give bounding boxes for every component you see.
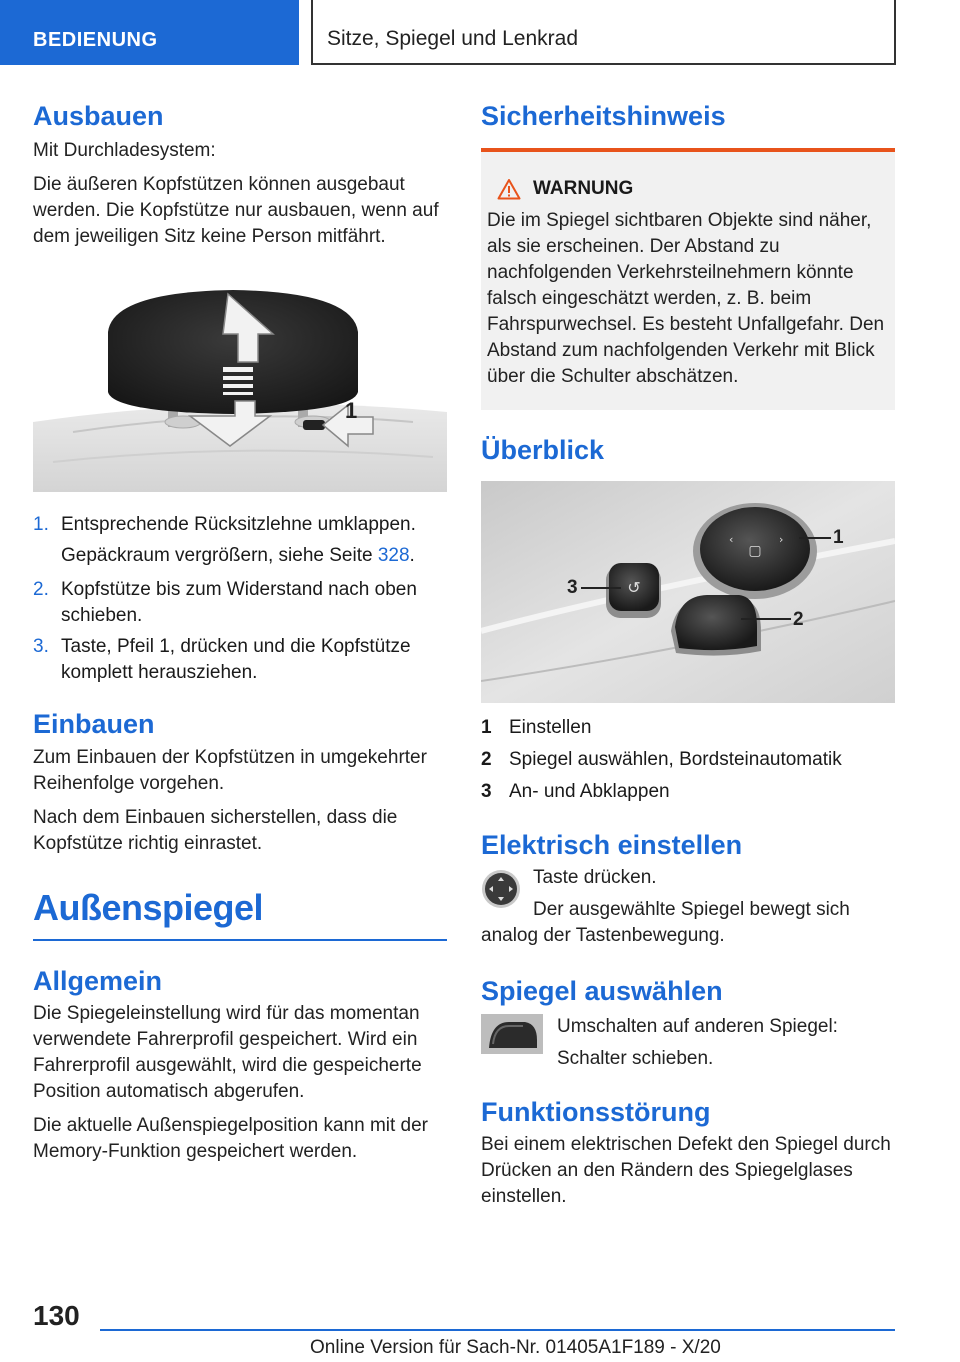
headrest-illustration (33, 272, 447, 492)
list-item (33, 512, 447, 538)
legend-text: Einstellen (509, 716, 592, 738)
svg-text:↺: ↺ (627, 577, 641, 597)
mirror-select-switch-icon (481, 1014, 543, 1054)
footer-text: Online Version für Sach-Nr. 01405A1F189 - X/20 (310, 1337, 721, 1358)
header-section-tab: BEDIENUNG (0, 0, 299, 65)
step-text: Kopfstütze bis zum Widerstand nach oben schieben. (61, 579, 417, 627)
list-item (481, 747, 895, 773)
step-text: Taste, Pfeil 1, drücken und die Kopfstütze komplett herausziehen. (61, 636, 411, 684)
list-item (33, 577, 447, 629)
mirror-controls-illustration (481, 481, 895, 703)
legend-number: 1 (481, 716, 492, 738)
list-item (33, 634, 447, 686)
text-allgemein-1: Die Spiegeleinstellung wird für das momentan verwendete Fahrerprofil gespeichert. Wird ein Fahrerprofil ausgewählt, wird die gespeicherte Position automatisch abgerufen. (33, 1003, 422, 1103)
text-einbauen-1: Zum Einbauen der Kopfstützen in umgekehrter Reihenfolge vorgehen. (33, 746, 427, 794)
legend-text: An- und Abklappen (509, 780, 670, 802)
heading-spiegel-auswaehlen: Spiegel auswählen (481, 976, 723, 1007)
chapter-title: Außenspiegel (33, 886, 264, 928)
warning-label: WARNUNG (533, 178, 634, 200)
figure-callout-3: 3 (567, 576, 578, 598)
warning-triangle-icon (497, 178, 521, 200)
step-number: 3. (33, 636, 49, 658)
headrest-figure (33, 272, 447, 492)
heading-ausbauen: Ausbauen (33, 101, 164, 131)
warning-header (487, 178, 885, 200)
svg-text:›: › (779, 532, 784, 546)
page-link-328[interactable]: 328 (377, 545, 410, 567)
legend-text: Spiegel auswählen, Bordsteinautomatik (509, 748, 842, 770)
heading-allgemein: Allgemein (33, 965, 163, 996)
text-einbauen-2: Nach dem Einbauen sicherstellen, dass die Kopfstütze richtig einrastet. (33, 806, 398, 854)
legend-number: 2 (481, 748, 492, 770)
heading-ueberblick: Überblick (481, 435, 605, 466)
text-schalter-schieben: Schalter schieben. (557, 1047, 714, 1069)
step-number: 1. (33, 514, 49, 536)
text-funktionsstoerung: Bei einem elektrischen Defekt den Spiegel durch Drücken an den Rändern des Spiegelglases einstellen. (481, 1133, 891, 1207)
figure-callout-1: 1 (833, 526, 844, 548)
mirror-controls-figure (481, 481, 895, 703)
footer-divider (100, 1329, 895, 1331)
heading-elektrisch-einstellen: Elektrisch einstellen (481, 829, 743, 860)
subtext-end: . (409, 545, 415, 567)
svg-text:▢: ▢ (748, 542, 762, 559)
step-text: Entsprechende Rücksitzlehne umklappen. (61, 514, 416, 536)
text-ausbauen-info: Die äußeren Kopfstützen können ausgebaut werden. Die Kopfstütze nur ausbauen, wenn auf dem jeweiligen Sitz keine Person mitfährt. (33, 174, 439, 248)
list-item (481, 779, 895, 805)
page-number: 130 (33, 1300, 80, 1331)
subtext-body: Gepäckraum vergrößern, siehe Seite (61, 545, 378, 567)
warning-box (481, 148, 895, 410)
mirror-adjust-button-icon (481, 869, 521, 909)
text-allgemein-2: Die aktuelle Außenspiegelposition kann mit der Memory-Funktion gespeichert werden. (33, 1115, 429, 1163)
heading-sicherheitshinweis: Sicherheitshinweis (481, 101, 726, 131)
chapter-underline (33, 939, 447, 941)
list-item (481, 715, 895, 741)
figure-callout-1: 1 (345, 398, 358, 424)
heading-einbauen: Einbauen (33, 709, 155, 740)
auswaehlen-block (481, 1014, 895, 1072)
elektrisch-block (481, 865, 895, 949)
text-taste-druecken: Taste drücken. (533, 867, 657, 889)
heading-funktionsstoerung: Funktionsstörung (481, 1096, 711, 1127)
step-number: 2. (33, 579, 49, 601)
warning-text: Die im Spiegel sichtbaren Objekte sind näher, als sie erscheinen. Der Abstand zu nachfolgenden Verkehrsteilnehmern könnte falsch eingeschätzt werden, z. B. beim Fahrspurwechsel. Es besteht Unfallgefahr. Den Abstand zum nachfolgenden Verkehr mit Blick über die Schulter abschätzen. (487, 210, 885, 388)
text-umschalten: Umschalten auf anderen Spiegel: (557, 1015, 838, 1037)
legend-number: 3 (481, 780, 492, 802)
left-column (33, 100, 447, 1165)
step-list (33, 512, 447, 686)
step1-subtext (33, 543, 447, 569)
auswaehlen-text (557, 1014, 838, 1072)
svg-text:‹: ‹ (729, 532, 734, 546)
right-column (481, 100, 895, 1210)
overview-legend (481, 715, 895, 805)
header-chapter-title: Sitze, Spiegel und Lenkrad (311, 0, 896, 65)
text-spiegel-bewegt: Der ausgewählte Spiegel bewegt sich analog der Tastenbewegung. (481, 899, 850, 947)
figure-callout-2: 2 (793, 608, 804, 630)
text-durchladesystem: Mit Durchladesystem: (33, 140, 216, 162)
